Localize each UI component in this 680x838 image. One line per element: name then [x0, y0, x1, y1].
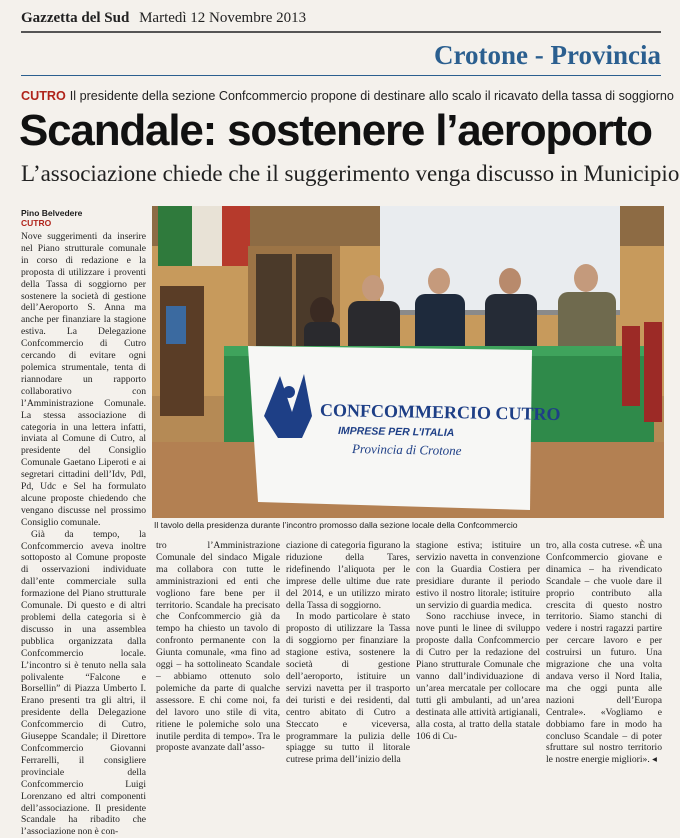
conference-scene-image	[152, 206, 664, 518]
banner-line-1: CONFCOMMERCIO CUTRO	[319, 399, 561, 425]
article-column-3	[286, 540, 410, 766]
photo-caption: Il tavolo della presidenza durante l’incontro promosso dalla sezione locale della Confcommercio	[154, 520, 518, 530]
byline	[21, 208, 82, 228]
byline-city: CUTRO	[21, 218, 52, 228]
banner-line-3: Provincia di Crotone	[351, 441, 462, 458]
paragraph: tro, alla costa cutrese. «È una Confcommercio giovane e dinamica – ha rivendicato Scandale – che vuole dare il proprio contributo alla crescita di questo nostro territorio. Siamo stanchi di vedere i nostri ragazzi partire per cercare lavoro e per costruirsi un futuro. Una migrazione che una volta andava verso il Nord Italia, ma che oggi punta alle nazioni dell’Europa Centrale». «Vogliamo e dobbiamo fare in modo ha concluso Scandale – di poter sfruttare sul nostro territorio le nostre energie migliori». ◂	[546, 540, 662, 766]
subheadline: L’associazione chiede che il suggerimento venga discusso in Municipio	[21, 161, 680, 186]
paragraph: Nove suggerimenti da inserire nel Piano strutturale comunale in corso di redazione e la proposta di utilizzare i proventi della Tassa di soggiorno per sostenere la società di gestione dell’Aeroporto S. Anna ma anche per finanziare la stagione estiva. La Delegazione Confcommercio di Cutro cercando di evitare ogni polemica strumentale, tenta di riannodare un rapporto collaborativo con l’Amministrazione Comunale. La stessa associazione di categoria in una lettera infatti, inviata al Comune di Cutro, al presidente del Consiglio Comunale Gaetano Liperoti e ai segretari cittadini dell’Idv, Pdl, Pd, Udc e Sel ha formulato alcune proposte chiedendo che vengano discusse nel prossimo Consiglio comunale.	[21, 231, 146, 528]
paragraph: In modo particolare è stato proposto di utilizzare la Tassa di soggiorno per finanziare la stagione estiva, sostenere la società di gestione dell’aeroporto, istituire un servizi navetta per il trasporto dei turisti e dei residenti, dal centro abitato di Cutro a Steccato e viceversa, programmare la pulizia delle spiagge su tutto il litorale cutrese prima dell’inizio della	[286, 611, 410, 766]
article-column-5	[546, 540, 662, 766]
kicker	[21, 89, 674, 103]
article-photo	[152, 206, 664, 518]
paragraph: stagione estiva; istituire un servizio navetta in convenzione con la Guardia Costiera per presidiare durante il periodo estivo il nostro litorale; istituire un servizio di guardia medica.	[416, 540, 540, 611]
article-column-1	[21, 231, 146, 838]
section-title: Crotone - Provincia	[434, 40, 661, 70]
section-rule	[21, 75, 661, 76]
top-rule	[21, 31, 661, 33]
paragraph: Sono racchiuse invece, in nove punti le linee di sviluppo proposte dalla Confcommercio di Cutro per la redazione del Piano strutturale Comunale che vanno dall’individuazione di un’area mercatale per collocare tutti gli ambulanti, ad un’area destinata alle attività artigianali, alla costa, al tratto della statale 106 di Cu-	[416, 611, 540, 742]
masthead	[21, 10, 661, 32]
article-column-2	[156, 540, 280, 754]
newspaper-name: Gazzetta del Sud	[21, 10, 130, 26]
banner-line-2: IMPRESE PER L’ITALIA	[337, 424, 455, 440]
kicker-text: Il presidente della sezione Confcommercio propone di destinare allo scalo il ricavato della tassa di soggiorno	[69, 89, 674, 103]
article-column-4	[416, 540, 540, 742]
headline: Scandale: sostenere l’aeroporto	[19, 106, 652, 155]
paragraph: ciazione di categoria figurano la riduzione della Tares, ridefinendo l’aliquota per le imprese delle ultime due rate del 2014, e un utilizzo mirato della Tassa di soggiorno.	[286, 540, 410, 611]
paragraph: tro l’Amministrazione Comunale del sindaco Migale ma collabora con tutte le amministrazioni ed enti che vogliono fare bene per il territorio. Scandale ha precisato che Confcommercio già da tempo ha chiesto un tavolo di confronto permanente con la Giunta comunale, «ma fino ad oggi – ha sottolineato Scandale – abbiamo ottenuto solo polemiche da parte di qualche assessore. E chi come noi, fa del lavoro uno stile di vita, ritiene le polemiche solo una inutile perdita di tempo». Tra le proposte avanzate dall’asso-	[156, 540, 280, 754]
paragraph: Già da tempo, la Confcommercio aveva inoltre sottoposto al Comune proposte di osservazioni individuate dall’ente commerciale sulla formazione del Piano strutturale Comunale. Di questo e di altri problemi della categoria si è discusso in una assemblea pubblica organizzata dalla Confcommercio locale. L’incontro si è tenuto nella sala polivalente “Falcone e Borsellin” di Piazza Umberto I. Erano presenti tra gli altri, il presidente della Delegazione Confcommercio di Cutro, Giuseppe Scandale; il Direttore Confcommercio Giovanni Ferrarelli, il consigliere provinciale della Confcommercio Luigi Lorenzano ed altri componenti dell’associazione. Il presidente Scandale ha ribadito che l’associazione non è con-	[21, 528, 146, 838]
kicker-location: CUTRO	[21, 89, 66, 103]
issue-date: Martedì 12 Novembre 2013	[139, 10, 307, 26]
byline-author: Pino Belvedere	[21, 208, 83, 218]
